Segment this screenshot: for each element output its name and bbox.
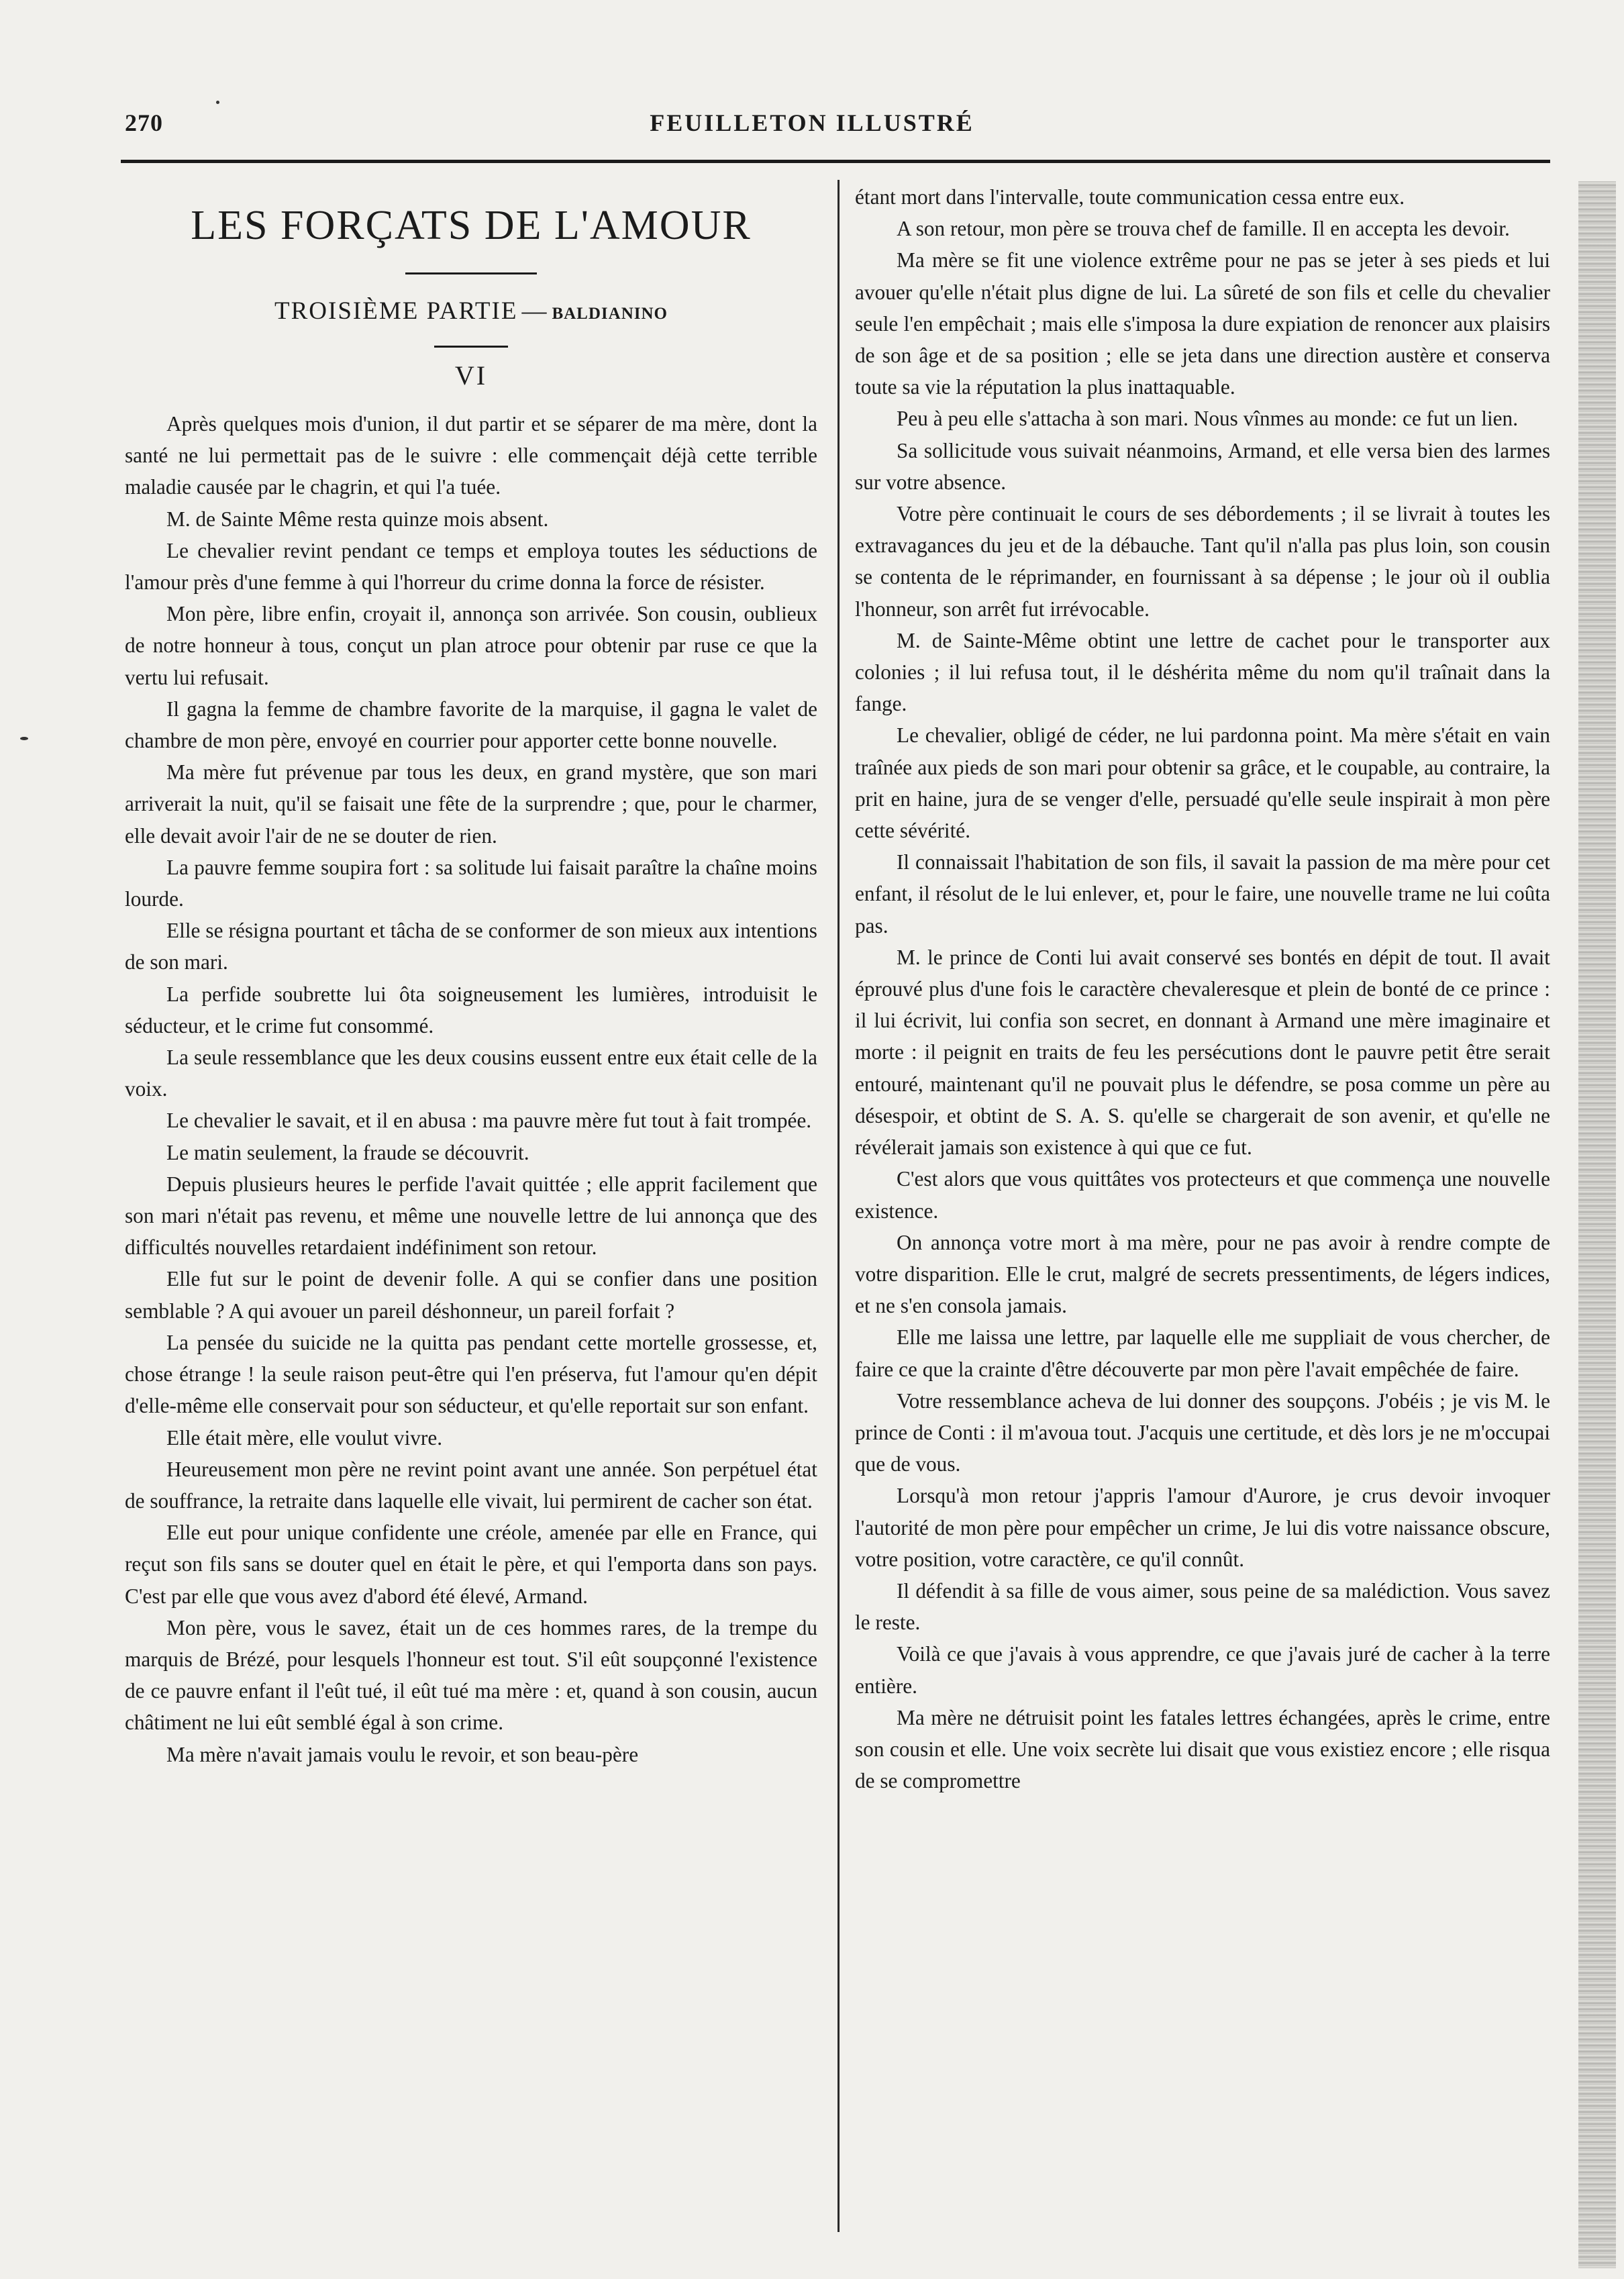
paragraph: La seule ressemblance que les deux cousins eussent entre eux était celle de la voix. xyxy=(125,1046,817,1101)
paragraph: La pensée du suicide ne la quitta pas pendant cette mortelle grossesse, et, chose étrange ! la seule raison peut-être qui l'en préserva, fut l'amour qu'en dépit d'elle-même elle conservait pour son séducteur, et qu'elle reportait sur son enfant. xyxy=(125,1330,817,1418)
part-separator: — xyxy=(521,297,548,325)
paragraph: Il défendit à sa fille de vous aimer, sous peine de sa malédiction. Vous savez le reste. xyxy=(855,1578,1550,1635)
paragraph: Ma mère fut prévenue par tous les deux, en grand mystère, que son mari arriverait la nuit, qu'il se faisait une fête de la surprendre ; que, pour le charmer, elle devait avoir l'air de ne se douter de rien. xyxy=(125,760,817,848)
paragraph: Lorsqu'à mon retour j'appris l'amour d'Aurore, je crus devoir invoquer l'autorité de mon père pour empêcher un crime, Je lui dis votre naissance obscure, votre position, votre caractère, ce qu'il connût. xyxy=(855,1484,1550,1571)
paragraph: C'est alors que vous quittâtes vos protecteurs et que commença une nouvelle existence. xyxy=(855,1167,1550,1223)
part-rule xyxy=(434,346,508,348)
paragraph: Il gagna la femme de chambre favorite de la marquise, il gagna le valet de chambre de mon père, envoyé en courrier pour apporter cette bonne nouvelle. xyxy=(125,697,817,753)
paragraph: Le matin seulement, la fraude se découvrit. xyxy=(166,1140,529,1164)
paragraph: Elle me laissa une lettre, par laquelle elle me suppliait de vous chercher, de faire ce que la crainte d'être découverte par mon père l'avait empêchée de faire. xyxy=(855,1325,1550,1381)
paragraph: Elle était mère, elle voulut vivre. xyxy=(166,1425,443,1450)
paragraph: Ma mère se fit une violence extrême pour ne pas se jeter à ses pieds et lui avouer qu'elle n'était plus digne de lui. La sûreté de son fils et celle du chevalier seule l'en empêchait ; mais elle s'imposa la dure expiation de renoncer aux plaisirs de son âge et de sa position ; elle se jeta dans une direction austère et conserva toute sa vie la réputation la plus inattaquable. xyxy=(855,248,1550,399)
paragraph: Mon père, libre enfin, croyait il, annonça son arrivée. Son cousin, oublieux de notre honneur à tous, conçut un plan atroce pour obtenir par ruse ce que la vertu lui refusait. xyxy=(125,602,817,689)
ink-speck xyxy=(216,101,219,104)
paragraph: Depuis plusieurs heures le perfide l'avait quittée ; elle apprit facilement que son mari n'était pas revenu, et même une nouvelle lettre de lui annonça que des difficultés nouvelles retardaient indéfiniment son retour. xyxy=(125,1172,817,1260)
paragraph: M. de Sainte-Même obtint une lettre de cachet pour le transporter aux colonies ; il lui refusa tout, il le déshérita même du nom qu'il traînait dans la fange. xyxy=(855,628,1550,716)
paragraph: Le chevalier, obligé de céder, ne lui pardonna point. Ma mère s'était en vain traînée aux pieds de son mari pour obtenir sa grâce, et le coupable, au contraire, la prit en haine, jura de se venger d'elle, persuadé qu'elle seule inspirait à mon père cette sévérité. xyxy=(855,723,1550,843)
paragraph: Mon père, vous le savez, était un de ces hommes rares, de la trempe du marquis de Brézé, pour lesquels l'honneur est tout. S'il eût soupçonné l'existence de ce pauvre enfant il l'eût tué, il eût tué ma mère : et, quand à son cousin, aucun châtiment ne lui eût semblé égal à son crime. xyxy=(125,1615,817,1735)
paragraph: étant mort dans l'intervalle, toute communication cessa entre eux. xyxy=(855,185,1405,209)
paragraph: Elle se résigna pourtant et tâcha de se conformer de son mieux aux intentions de son mari. xyxy=(125,919,817,974)
article-title: LES FORÇATS DE L'AMOUR xyxy=(191,203,752,248)
paragraph: Votre ressemblance acheva de lui donner des soupçons. J'obéis ; je vis M. le prince de Conti : il m'avoua tout. J'acquis une certitude, et dès lors je ne m'occupai que de vous. xyxy=(855,1388,1550,1476)
paragraph: Le chevalier le savait, et il en abusa : ma pauvre mère fut tout à fait trompée. xyxy=(166,1109,812,1133)
paragraph: Voilà ce que j'avais à vous apprendre, ce que j'avais juré de cacher à la terre entière. xyxy=(855,1642,1550,1698)
paragraph: A son retour, mon père se trouva chef de famille. Il en accepta les devoir. xyxy=(897,217,1510,241)
paragraph: Il connaissait l'habitation de son fils, il savait la passion de ma mère pour cet enfant, il résolut de le lui enlever, et, pour le faire, une nouvelle trame ne lui coûta pas. xyxy=(855,850,1550,938)
binding-edge xyxy=(1578,181,1616,2268)
paragraph: Sa sollicitude vous suivait néanmoins, Armand, et elle versa bien des larmes sur votre absence. xyxy=(855,438,1550,494)
paragraph: M. le prince de Conti lui avait conservé ses bontés en dépit de tout. Il avait éprouvé plus d'une fois le caractère chevaleresque et plein de bonté de ce prince : il lui écrivit, lui confia son secret, en donnant à Armand une mère imaginaire et morte : il peignit en traits de feu les persécutions dont le pauvre petit être serait entouré, maintenant qu'il ne pouvait plus le défendre, se posa comme un père au désespoir, et obtint de S. A. S. qu'elle se chargerait de son avenir, et qu'elle ne révélerait jamais son existence à qui que ce fut. xyxy=(855,945,1550,1160)
running-title: FEUILLETON ILLUSTRÉ xyxy=(650,109,974,136)
paragraph: Heureusement mon père ne revint point avant une année. Son perpétuel état de souffrance, la retraite dans laquelle elle vivait, lui permirent de cacher son état. xyxy=(125,1457,817,1513)
paragraph: La perfide soubrette lui ôta soigneusement les lumières, introduisit le séducteur, et le crime fut consommé. xyxy=(125,982,817,1037)
paragraph: Après quelques mois d'union, il dut partir et se séparer de ma mère, dont la santé ne lui permettait pas de le suivre : elle commençait déjà cette terrible maladie causée par le chagrin, et qui l'a tuée. xyxy=(125,412,817,499)
paragraph: Ma mère ne détruisit point les fatales lettres échangées, après le crime, entre son cousin et elle. Une voix secrète lui disait que vous existiez encore ; elle risqua de se compromettre xyxy=(855,1705,1550,1793)
paragraph: On annonça votre mort à ma mère, pour ne pas avoir à rendre compte de votre disparition. Elle le crut, malgré de secrets pressentiments, de légers indices, et ne s'en consola jamais. xyxy=(855,1230,1550,1318)
part-subtitle: BALDIANINO xyxy=(552,305,668,323)
ink-speck xyxy=(20,737,28,740)
paragraph: Elle fut sur le point de devenir folle. A qui se confier dans une position semblable ? A qui avouer un pareil déshonneur, un pareil forfait ? xyxy=(125,1267,817,1323)
right-column xyxy=(855,181,1550,1796)
header-rule xyxy=(121,160,1550,163)
part-title: TROISIÈME PARTIE xyxy=(274,297,518,325)
paragraph: Ma mère n'avait jamais voulu le revoir, et son beau-père xyxy=(166,1742,639,1766)
paragraph: Le chevalier revint pendant ce temps et employa toutes les séductions de l'amour près d'une femme à qui l'horreur du crime donna la force de résister. xyxy=(125,538,817,595)
column-divider xyxy=(838,180,840,2232)
paragraph: Peu à peu elle s'attacha à son mari. Nous vînmes au monde: ce fut un lien. xyxy=(897,407,1519,431)
page-number: 270 xyxy=(125,109,163,136)
paragraph: La pauvre femme soupira fort : sa solitude lui faisait paraître la chaîne moins lourde. xyxy=(125,855,817,911)
chapter-number: VI xyxy=(454,360,488,391)
part-heading xyxy=(125,295,817,331)
paragraph: M. de Sainte Même resta quinze mois absent. xyxy=(166,507,549,531)
title-rule xyxy=(405,272,537,274)
paragraph: Elle eut pour unique confidente une créole, amenée par elle en France, qui reçut son fils sans se douter quel en était le père, et qui l'emporta dans son pays. C'est par elle que vous avez d'abord été élevé, Armand. xyxy=(125,1521,817,1608)
left-column xyxy=(125,181,817,1770)
paragraph: Votre père continuait le cours de ses débordements ; il se livrait à toutes les extravagances du jeu et de la débauche. Tant qu'il n'alla pas plus loin, son cousin se contenta de le réprimander, en fournissant à sa dépense ; le jour où il oublia l'honneur, son arrêt fut irrévocable. xyxy=(855,502,1550,621)
